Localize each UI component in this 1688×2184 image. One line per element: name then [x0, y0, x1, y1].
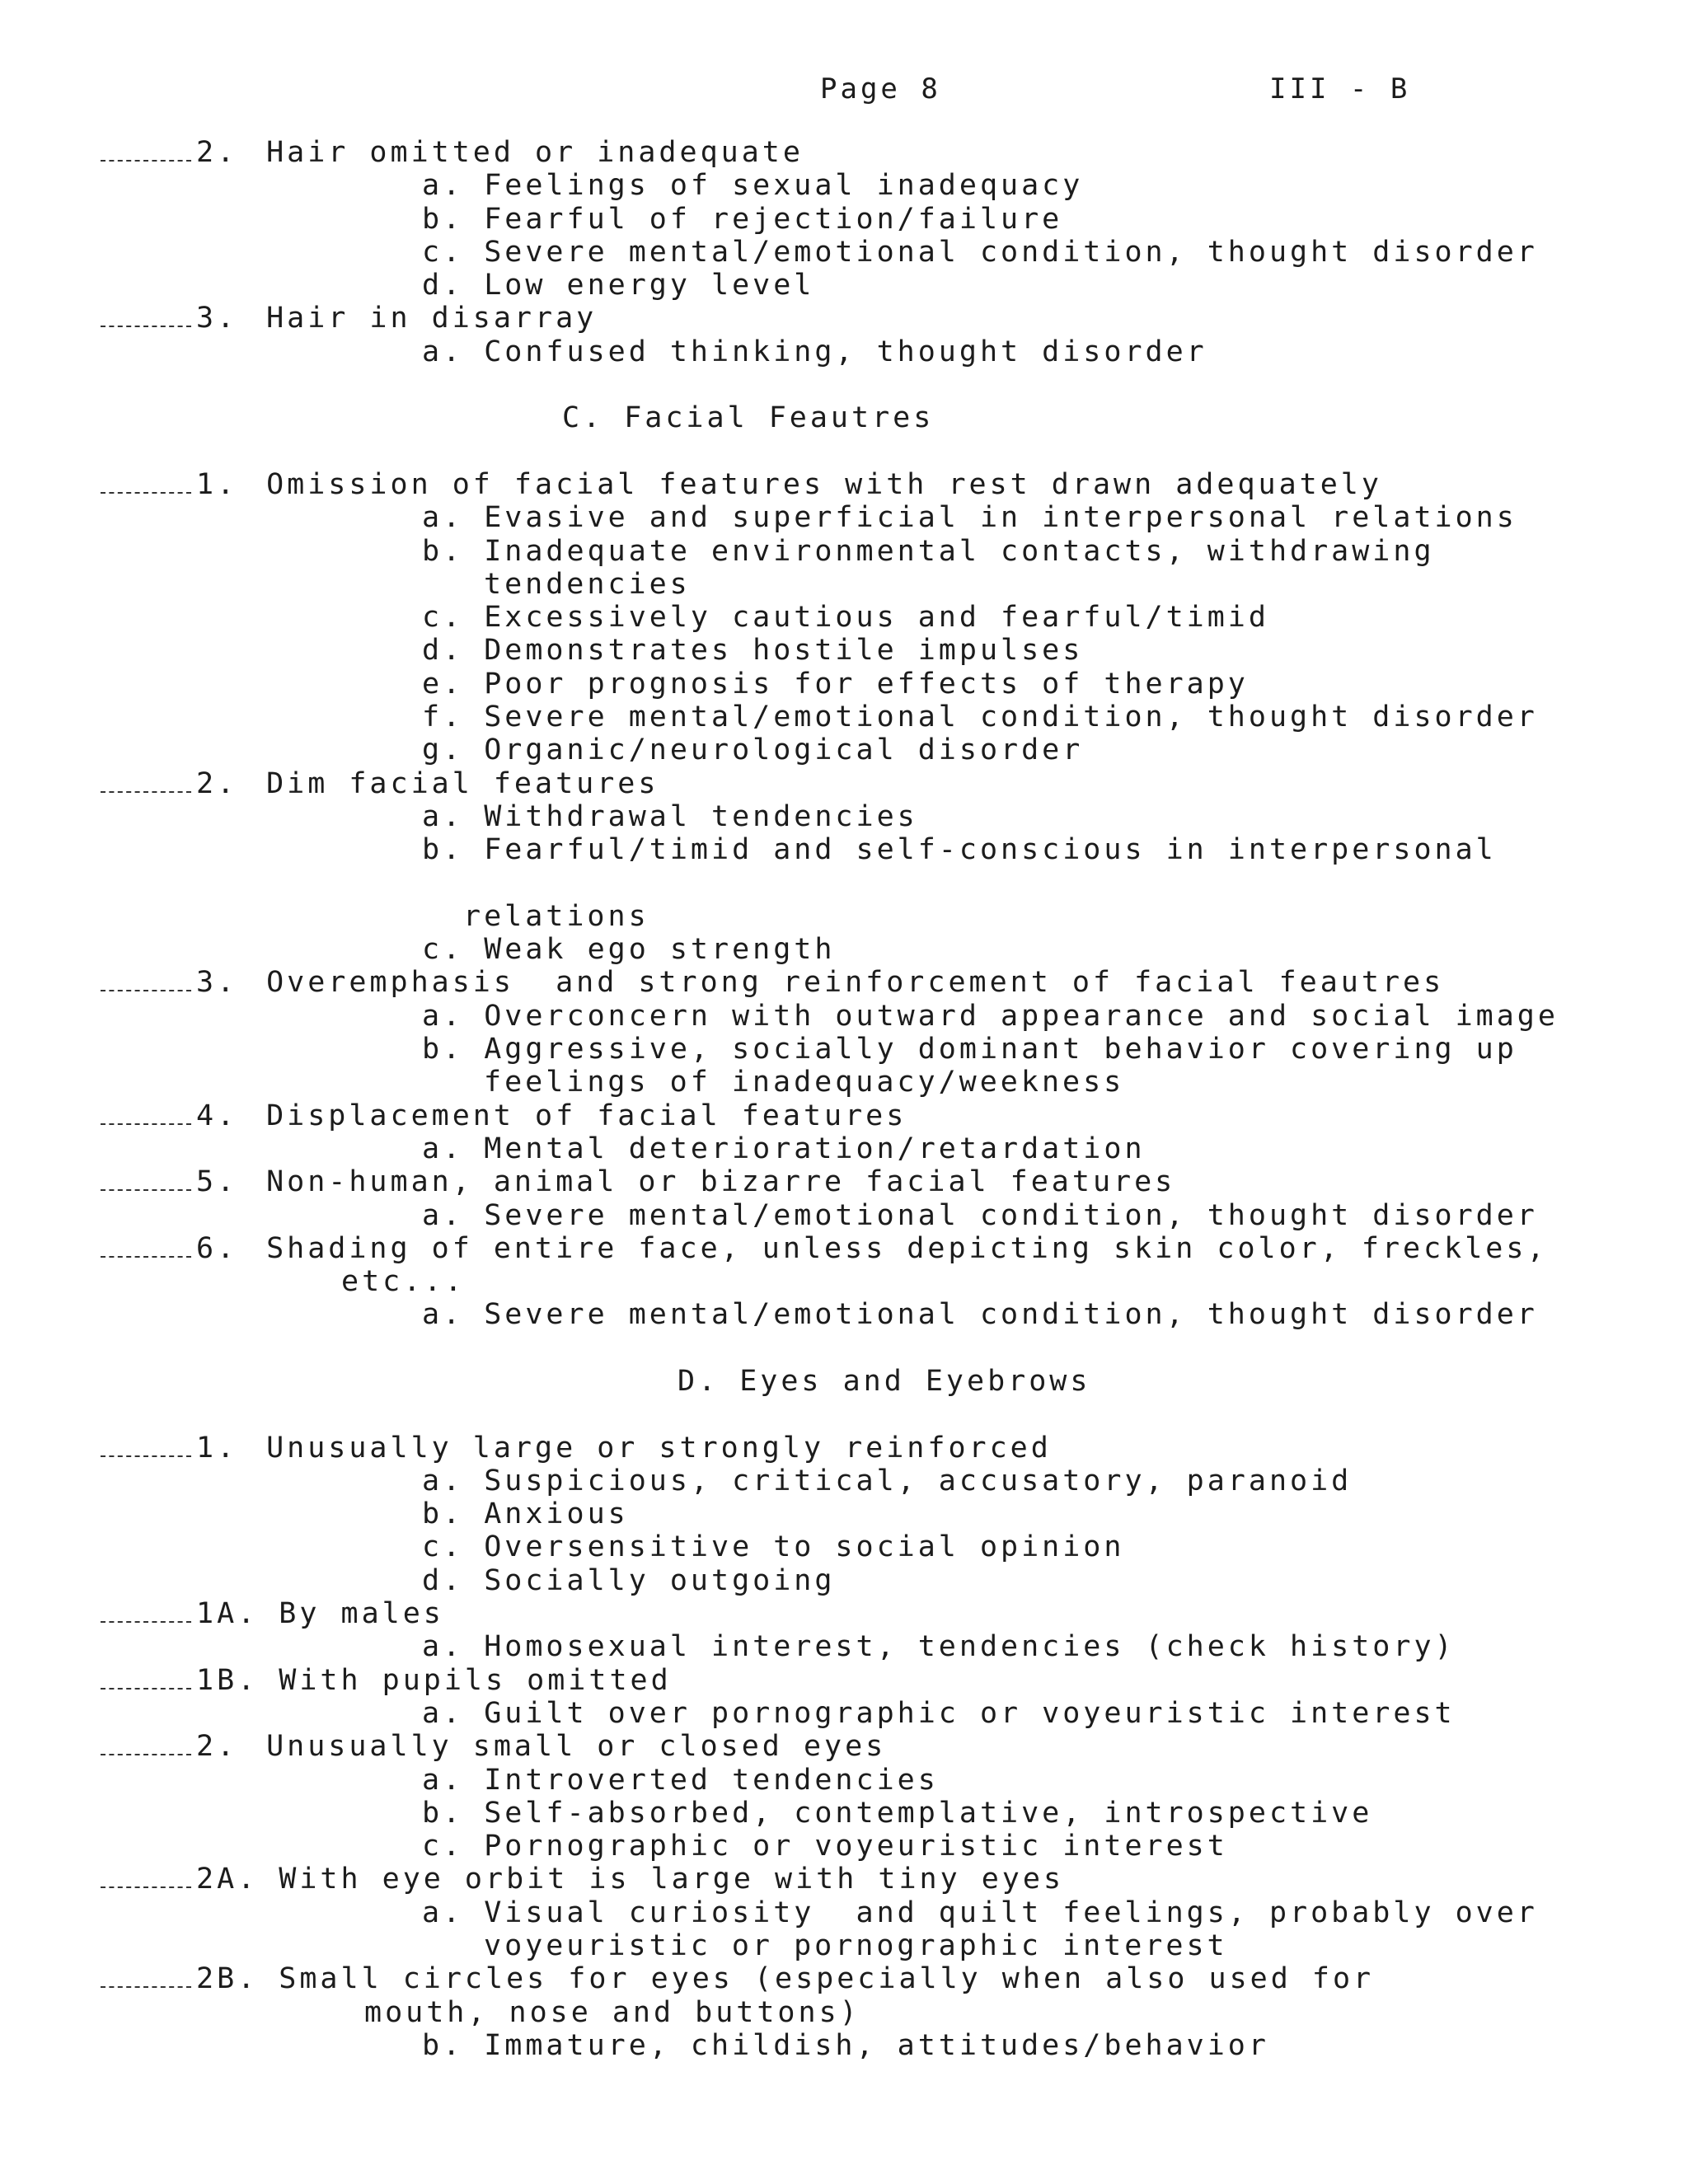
continuation-text: etc...: [341, 1265, 466, 1299]
item-text: With pupils omitted: [258, 1663, 672, 1697]
blank-line: [191, 368, 1639, 401]
check-blank: [101, 1965, 191, 1988]
item-text: With eye orbit is large with tiny eyes: [258, 1863, 1065, 1896]
item-number: 3.: [196, 966, 238, 1000]
item-number: 1A.: [196, 1597, 259, 1631]
continuation-text: voyeuristic or pornographic interest: [484, 1929, 1228, 1963]
sub-item: b. Inadequate environmental contacts, withdrawing: [422, 534, 1435, 568]
checklist-item: [101, 767, 1639, 800]
continuation-text: mouth, nose and buttons): [364, 1995, 860, 2029]
sub-item: a. Severe mental/emotional condition, thought disorder: [422, 1198, 1538, 1232]
sub-item: b. Fearful/timid and self-conscious in interpersonal: [422, 833, 1497, 867]
item-number: 1B.: [196, 1663, 259, 1697]
sub-item: b. Self-absorbed, contemplative, introspective: [422, 1796, 1373, 1830]
check-blank: [101, 1600, 191, 1623]
sub-item: a. Homosexual interest, tendencies (check history): [422, 1630, 1456, 1664]
section-label: III - B: [1269, 73, 1411, 105]
section-heading: D. Eyes and Eyebrows: [678, 1364, 1091, 1398]
item-number: 4.: [196, 1099, 238, 1132]
sub-item: a. Severe mental/emotional condition, thought disorder: [422, 1298, 1538, 1332]
item-number: 2B.: [196, 1962, 259, 1996]
item-number: 6.: [196, 1231, 238, 1265]
continuation-text: feelings of inadequacy/weekness: [484, 1066, 1125, 1099]
sub-item: b. Anxious: [422, 1497, 629, 1531]
sub-item: b. Fearful of rejection/failure: [422, 202, 1063, 236]
item-text: Hair in disarray: [246, 302, 598, 335]
check-blank: [101, 1732, 191, 1755]
sub-item: g. Organic/neurological disorder: [422, 733, 1084, 767]
item-number: 1.: [196, 1431, 238, 1465]
item-text: Unusually small or closed eyes: [246, 1730, 887, 1764]
sub-item: c. Severe mental/emotional condition, thought disorder: [422, 235, 1538, 269]
item-number: 3.: [196, 302, 238, 335]
sub-item: a. Withdrawal tendencies: [422, 799, 918, 833]
sub-item: a. Feelings of sexual inadequacy: [422, 169, 1084, 203]
sub-item: a. Suspicious, critical, accusatory, paranoid: [422, 1464, 1353, 1497]
checklist-item: [101, 1664, 1639, 1697]
sub-item: e. Poor prognosis for effects of therapy: [422, 667, 1249, 701]
sub-item: c. Weak ego strength: [422, 933, 836, 967]
check-blank: [101, 138, 191, 162]
sub-item: a. Overconcern with outward appearance and social image: [422, 999, 1559, 1033]
checklist-item: [101, 1099, 1639, 1132]
item-number: 5.: [196, 1165, 238, 1199]
check-blank: [101, 1235, 191, 1258]
check-blank: [101, 968, 191, 991]
check-blank: [101, 471, 191, 494]
checklist-item: [101, 1730, 1639, 1763]
check-blank: [101, 1168, 191, 1191]
blank-line: [191, 1332, 1639, 1365]
section-heading: C. Facial Feautres: [562, 401, 935, 435]
item-text: Hair omitted or inadequate: [246, 136, 804, 169]
check-blank: [101, 770, 191, 793]
checklist-item: [101, 1165, 1639, 1198]
continuation-text: relations: [463, 899, 649, 933]
checklist-item: [101, 966, 1639, 999]
blank-line: [191, 867, 1639, 900]
blank-line: [191, 1398, 1639, 1431]
sub-item: a. Evasive and superficial in interpersonal relations: [422, 501, 1517, 535]
item-text: Non-human, animal or bizarre facial features: [246, 1165, 1176, 1199]
checklist-item: [101, 468, 1639, 501]
item-text: Shading of entire face, unless depicting skin color, freckles,: [246, 1231, 1548, 1265]
item-number: 2.: [196, 1730, 238, 1764]
item-text: Dim facial features: [246, 766, 659, 800]
sub-item: c. Excessively cautious and fearful/timid: [422, 601, 1269, 635]
continuation-text: tendencies: [484, 567, 691, 601]
sub-item: d. Socially outgoing: [422, 1563, 836, 1597]
checklist-item: [101, 1962, 1639, 1995]
item-text: Displacement of facial features: [246, 1099, 907, 1132]
check-blank: [101, 1434, 191, 1457]
checklist-item: [101, 1432, 1639, 1465]
check-blank: [101, 1666, 191, 1690]
sub-item: a. Visual curiosity and quilt feelings, probably over: [422, 1896, 1538, 1929]
sub-item: a. Confused thinking, thought disorder: [422, 335, 1207, 368]
item-number: 2A.: [196, 1863, 259, 1896]
sub-item: c. Pornographic or voyeuristic interest: [422, 1830, 1228, 1863]
item-text: Unusually large or strongly reinforced: [246, 1431, 1052, 1465]
checklist-item: [101, 1597, 1639, 1630]
item-number: 2.: [196, 766, 238, 800]
blank-line: [191, 435, 1639, 468]
check-blank: [101, 1865, 191, 1888]
checklist-item: [101, 1232, 1639, 1265]
check-blank: [101, 304, 191, 327]
checklist-item: [101, 136, 1639, 169]
page-number: Page 8: [820, 73, 941, 105]
item-number: 2.: [196, 136, 238, 169]
sub-item: f. Severe mental/emotional condition, thought disorder: [422, 701, 1538, 734]
item-text: Overemphasis and strong reinforcement of facial feautres: [246, 966, 1445, 1000]
sub-item: b. Aggressive, socially dominant behavior covering up: [422, 1033, 1517, 1066]
checklist-item: [101, 302, 1639, 335]
sub-item: a. Mental deterioration/retardation: [422, 1132, 1146, 1165]
document-body: [191, 136, 1639, 2062]
sub-item: a. Guilt over pornographic or voyeuristic interest: [422, 1696, 1456, 1730]
item-text: Small circles for eyes (especially when also used for: [258, 1962, 1375, 1996]
sub-item: c. Oversensitive to social opinion: [422, 1530, 1125, 1564]
sub-item: d. Demonstrates hostile impulses: [422, 634, 1084, 668]
item-text: Omission of facial features with rest drawn adequately: [246, 467, 1382, 501]
check-blank: [101, 1102, 191, 1125]
checklist-item: [101, 1863, 1639, 1896]
sub-item: d. Low energy level: [422, 269, 815, 302]
item-number: 1.: [196, 467, 238, 501]
sub-item: a. Introverted tendencies: [422, 1763, 939, 1797]
item-text: By males: [258, 1597, 444, 1631]
sub-item: b. Immature, childish, attitudes/behavior: [422, 2028, 1269, 2062]
